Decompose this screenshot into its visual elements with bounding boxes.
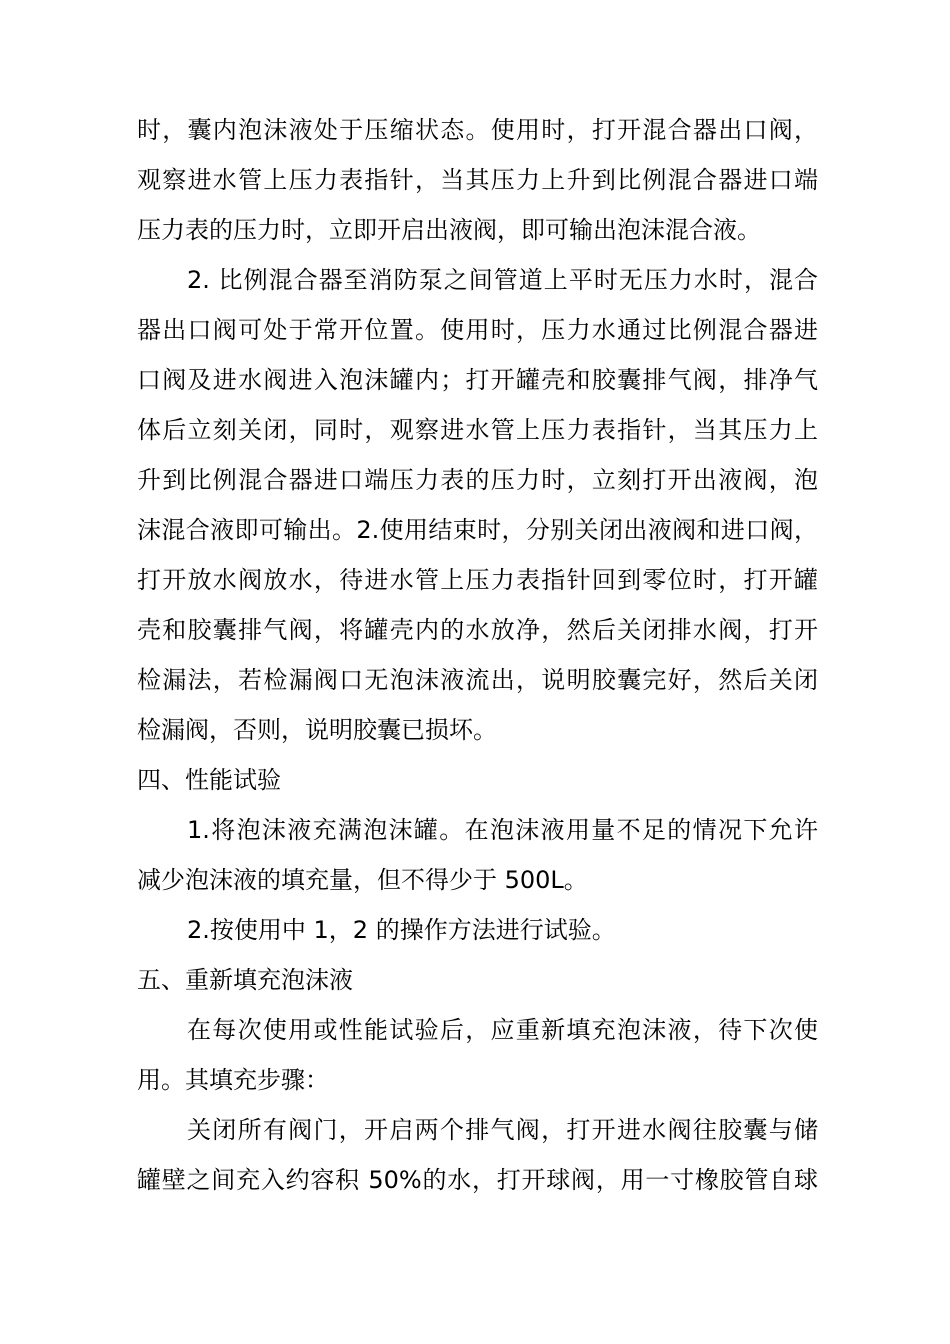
text-line: 1.将泡沫液充满泡沫罐。在泡沫液用量不足的情况下允许 — [187, 816, 818, 844]
text-line: 2.按使用中 1，2 的操作方法进行试验。 — [187, 916, 616, 944]
text-line: 压力表的压力时，立即开启出液阀，即可输出泡沫混合液。 — [137, 216, 761, 244]
text-line: 器出口阀可处于常开位置。使用时，压力水通过比例混合器进 — [137, 316, 818, 344]
text-line: 2. 比例混合器至消防泵之间管道上平时无压力水时，混合 — [187, 266, 818, 294]
text-line: 减少泡沫液的填充量，但不得少于 500L。 — [137, 866, 588, 894]
text-line: 在每次使用或性能试验后，应重新填充泡沫液，待下次使 — [187, 1016, 818, 1044]
text-line: 壳和胶囊排气阀，将罐壳内的水放净，然后关闭排水阀，打开 — [137, 616, 818, 644]
text-line: 检漏法，若检漏阀口无泡沫液流出，说明胶囊完好，然后关闭 — [137, 666, 818, 694]
text-line: 观察进水管上压力表指针，当其压力上升到比例混合器进口端 — [137, 166, 818, 194]
text-line: 关闭所有阀门，开启两个排气阀，打开进水阀往胶囊与储 — [187, 1116, 818, 1144]
text-line: 打开放水阀放水，待进水管上压力表指针回到零位时，打开罐 — [137, 566, 818, 594]
text-line: 用。其填充步骤： — [137, 1066, 329, 1094]
text-line: 时，囊内泡沫液处于压缩状态。使用时，打开混合器出口阀， — [137, 116, 818, 144]
text-line: 口阀及进水阀进入泡沫罐内；打开罐壳和胶囊排气阀，排净气 — [137, 366, 818, 394]
text-line: 沫混合液即可输出。2.使用结束时，分别关闭出液阀和进口阀， — [137, 516, 818, 544]
text-line: 体后立刻关闭，同时，观察进水管上压力表指针，当其压力上 — [137, 416, 818, 444]
text-line: 升到比例混合器进口端压力表的压力时，立刻打开出液阀，泡 — [137, 466, 818, 494]
text-line: 检漏阀，否则，说明胶囊已损坏。 — [137, 716, 497, 744]
text-line: 罐壁之间充入约容积 50%的水，打开球阀，用一寸橡胶管自球 — [137, 1166, 818, 1194]
section-heading: 五、重新填充泡沫液 — [137, 966, 353, 994]
section-heading: 四、性能试验 — [137, 766, 281, 794]
